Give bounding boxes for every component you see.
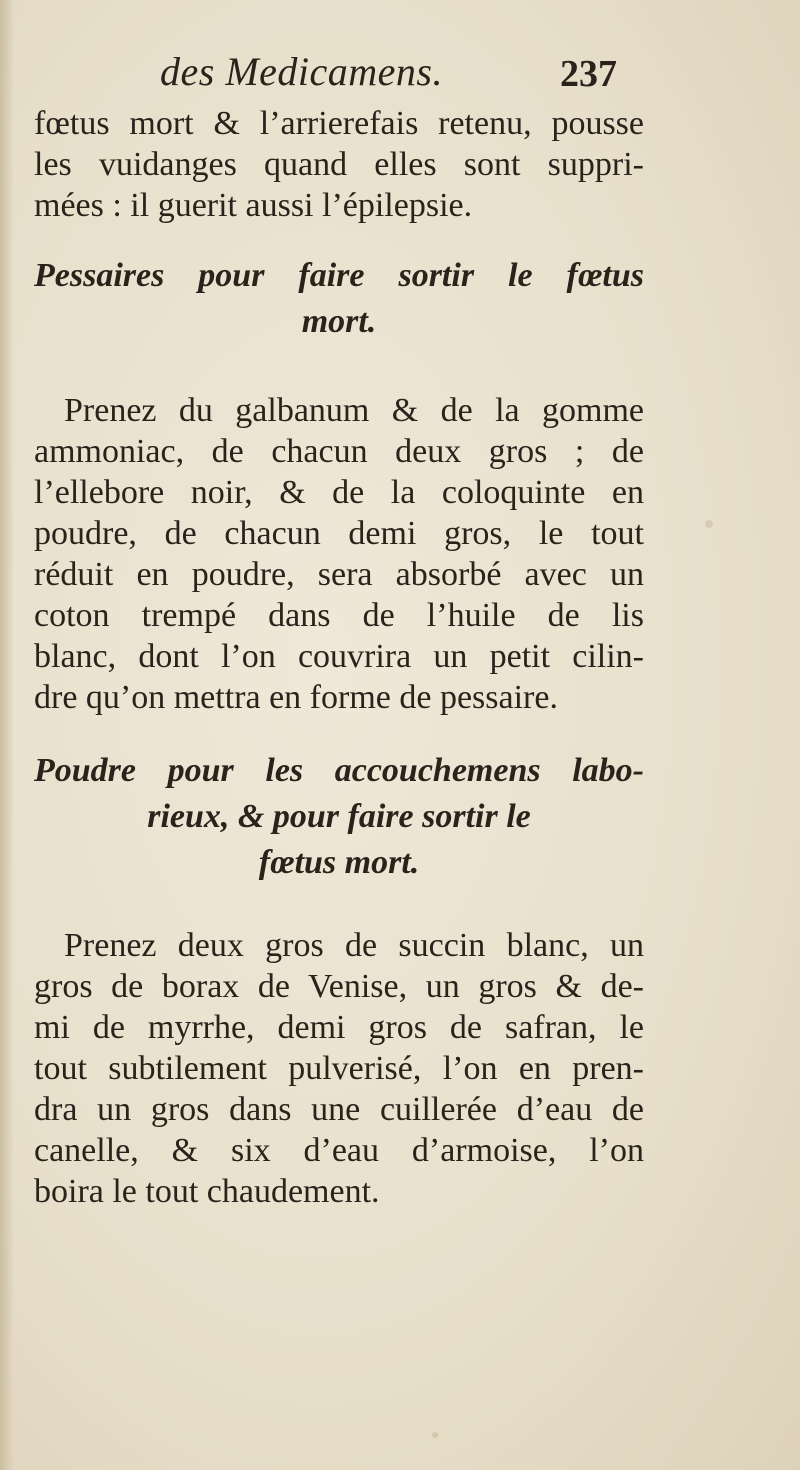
heading-line: rieux, & pour faire sortir le (147, 798, 531, 835)
text-line: coton trempé dans de l’huile de lis (34, 597, 644, 634)
page-number: 237 (560, 53, 617, 95)
text-line: fœtus mort & l’arrierefais retenu, pousse (34, 105, 644, 142)
heading-line: Poudre pour les accouchemens labo- (34, 752, 644, 789)
paper-stain (705, 520, 713, 528)
text-line: dra un gros dans une cuillerée d’eau de (34, 1091, 644, 1128)
text-line: ammoniac, de chacun deux gros ; de (34, 433, 644, 470)
text-line: gros de borax de Venise, un gros & de- (34, 968, 644, 1005)
paper-stain (432, 1432, 438, 1438)
paragraph-pessaires-recipe (34, 390, 644, 718)
heading-line: mort. (301, 303, 377, 340)
text-line: mées : il guerit aussi l’épilepsie. (34, 187, 473, 224)
running-title: des Medicamens. (160, 49, 443, 94)
text-line: dre qu’on mettra en forme de pessaire. (34, 679, 558, 716)
section-heading-poudre (34, 748, 644, 886)
paragraph-continuation (34, 103, 644, 226)
text-line: mi de myrrhe, demi gros de safran, le (34, 1009, 644, 1046)
section-heading-pessaires (34, 253, 644, 345)
text-line: Prenez du galbanum & de la gomme (64, 392, 644, 429)
heading-line: fœtus mort. (258, 844, 420, 881)
text-line: l’ellebore noir, & de la coloquinte en (34, 474, 644, 511)
text-line: poudre, de chacun demi gros, le tout (34, 515, 644, 552)
running-header (0, 48, 800, 98)
text-line: blanc, dont l’on couvrira un petit cilin- (34, 638, 644, 675)
page-gutter-shadow (0, 0, 14, 1470)
text-line: Prenez deux gros de succin blanc, un (64, 927, 644, 964)
text-line: canelle, & six d’eau d’armoise, l’on (34, 1132, 644, 1169)
paragraph-poudre-recipe (34, 925, 644, 1212)
text-line: les vuidanges quand elles sont suppri- (34, 146, 644, 183)
text-line: réduit en poudre, sera absorbé avec un (34, 556, 644, 593)
text-line: boira le tout chaudement. (34, 1173, 380, 1210)
text-line: tout subtilement pulverisé, l’on en pren- (34, 1050, 644, 1087)
heading-line: Pessaires pour faire sortir le fœtus (34, 257, 644, 294)
